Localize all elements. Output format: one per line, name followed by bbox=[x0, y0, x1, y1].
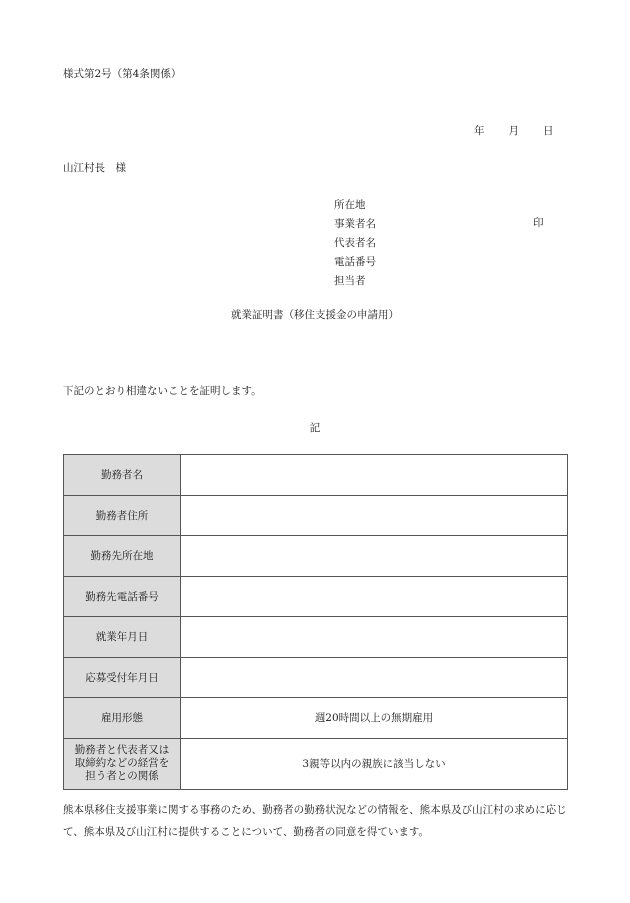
row-label-relationship-line: 担う者との関係 bbox=[85, 770, 159, 782]
row-label-relationship-line: 取締約などの経営を bbox=[74, 757, 170, 769]
row-value-employment-type: 週20時間以上の無期雇用 bbox=[181, 698, 568, 739]
row-label-workplace-location: 勤務先所在地 bbox=[64, 536, 181, 577]
row-value-worker-name[interactable] bbox=[181, 455, 568, 496]
certify-text: 下記のとおり相違ないことを証明します。 bbox=[63, 385, 262, 397]
applicant-field-company: 事業者名 bbox=[334, 218, 376, 230]
table-row bbox=[64, 576, 568, 617]
row-label-application-date: 応募受付年月日 bbox=[64, 657, 181, 698]
form-number: 様式第2号（第4条関係） bbox=[63, 68, 182, 80]
table-row bbox=[64, 698, 568, 739]
row-label-employment-type: 雇用形態 bbox=[64, 698, 181, 739]
certificate-table bbox=[63, 454, 568, 790]
row-value-workplace-location[interactable] bbox=[181, 536, 568, 577]
row-value-relationship: 3親等以内の親族に該当しない bbox=[181, 738, 568, 789]
table-row bbox=[64, 738, 568, 789]
table-row bbox=[64, 536, 568, 577]
row-value-application-date[interactable] bbox=[181, 657, 568, 698]
applicant-field-representative: 代表者名 bbox=[334, 237, 376, 249]
seal-mark: 印 bbox=[533, 217, 544, 229]
row-value-worker-address[interactable] bbox=[181, 495, 568, 536]
table-row bbox=[64, 657, 568, 698]
applicant-field-address: 所在地 bbox=[334, 199, 366, 211]
consent-note: 熊本県移住支援事業に関する事務のため、勤務者の勤務状況などの情報を、熊本県及び山江村の求めに応じて、熊本県及び山江村に提供することについて、勤務者の同意を得ています。 bbox=[63, 804, 567, 838]
row-value-employment-date[interactable] bbox=[181, 617, 568, 658]
row-label-workplace-phone: 勤務先電話番号 bbox=[64, 576, 181, 617]
table-row bbox=[64, 617, 568, 658]
addressee: 山江村長 様 bbox=[63, 162, 126, 174]
date-month-label: 月 bbox=[508, 125, 519, 137]
date-year-label: 年 bbox=[474, 125, 485, 137]
date-line bbox=[474, 123, 554, 138]
row-value-workplace-phone[interactable] bbox=[181, 576, 568, 617]
document-title: 就業証明書（移住支援金の申請用） bbox=[231, 309, 399, 321]
applicant-field-contact: 担当者 bbox=[334, 275, 366, 287]
table-row bbox=[64, 495, 568, 536]
table-row bbox=[64, 455, 568, 496]
applicant-block bbox=[334, 196, 376, 291]
ki-heading: 記 bbox=[309, 422, 321, 434]
date-day-label: 日 bbox=[543, 125, 554, 137]
row-label-relationship-line: 勤務者と代表者又は bbox=[74, 744, 170, 756]
row-label-worker-name: 勤務者名 bbox=[64, 455, 181, 496]
row-label-worker-address: 勤務者住所 bbox=[64, 495, 181, 536]
row-label-relationship bbox=[64, 738, 181, 789]
row-label-employment-date: 就業年月日 bbox=[64, 617, 181, 658]
applicant-field-phone: 電話番号 bbox=[334, 256, 376, 268]
